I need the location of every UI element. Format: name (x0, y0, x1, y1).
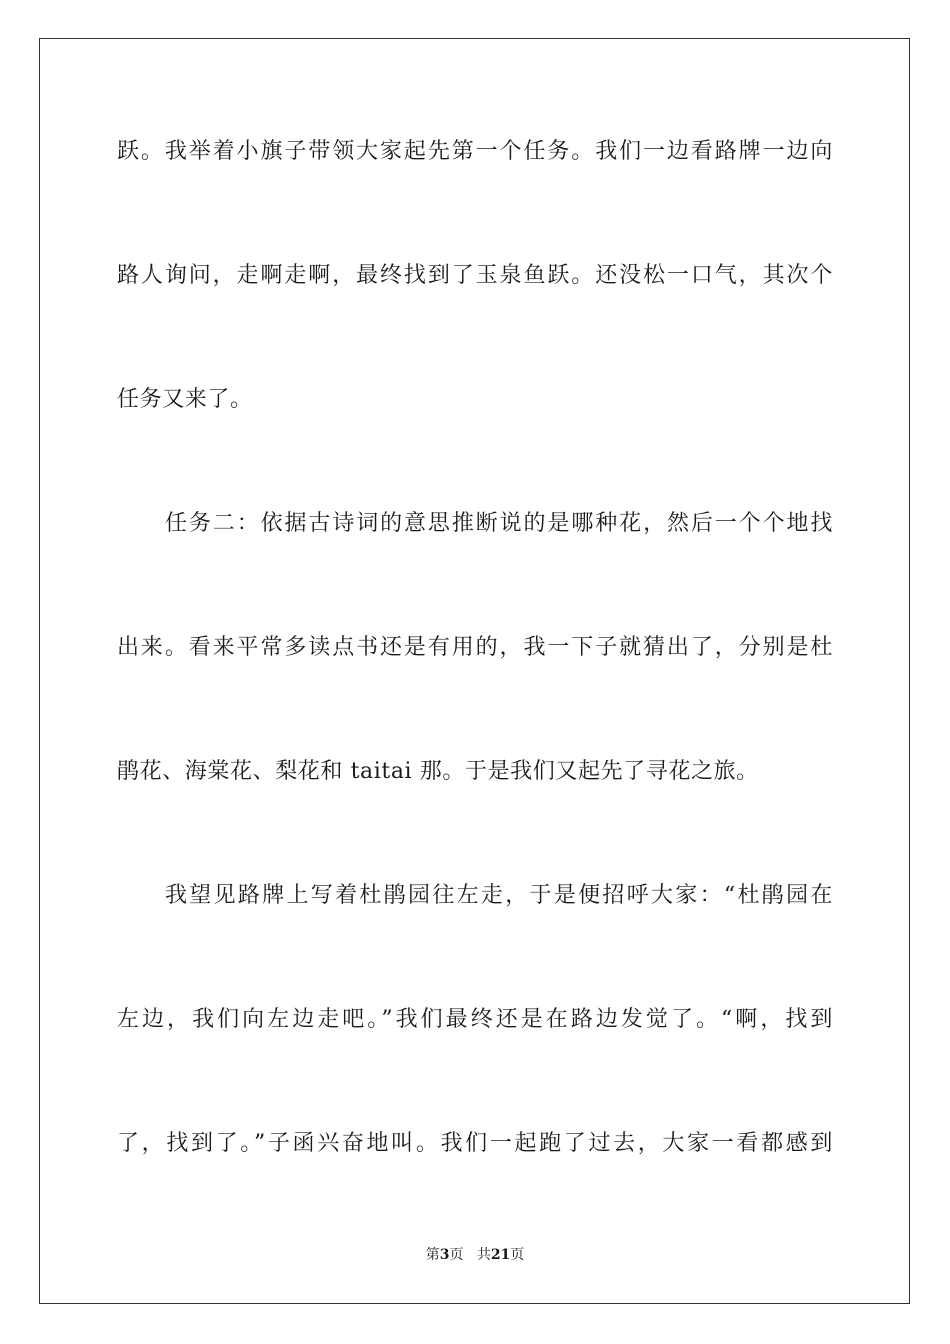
total-pages: 21 (490, 1247, 511, 1263)
page-footer (0, 1246, 950, 1264)
text-line: 出来。看来平常多读点书还是有用的，我一下子就猜出了，分别是杜 (117, 635, 833, 660)
total-prefix: 共 (476, 1247, 491, 1263)
page-border (39, 38, 910, 1304)
text-line: 任务又来了。 (117, 387, 253, 412)
total-suffix: 页 (510, 1247, 525, 1263)
page-prefix: 第 (425, 1247, 440, 1263)
text-line: 了，找到了。”子函兴奋地叫。我们一起跑了过去，大家一看都感到 (117, 1131, 833, 1156)
page-number: 3 (439, 1247, 450, 1263)
paragraph-first-line: 我望见路牌上写着杜鹃园往左走，于是便招呼大家：“杜鹃园在 (165, 883, 833, 908)
text-line: 路人询问，走啊走啊，最终找到了玉泉鱼跃。还没松一口气，其次个 (117, 263, 833, 288)
paragraph-first-line: 任务二：依据古诗词的意思推断说的是哪种花，然后一个个地找 (165, 511, 833, 536)
text-line: 跃。我举着小旗子带领大家起先第一个任务。我们一边看路牌一边向 (117, 139, 833, 164)
page-suffix: 页 (449, 1247, 464, 1263)
text-line: 鹃花、海棠花、梨花和 taitai 那。于是我们又起先了寻花之旅。 (117, 759, 759, 784)
text-line: 左边，我们向左边走吧。”我们最终还是在路边发觉了。“啊，找到 (117, 1007, 833, 1032)
